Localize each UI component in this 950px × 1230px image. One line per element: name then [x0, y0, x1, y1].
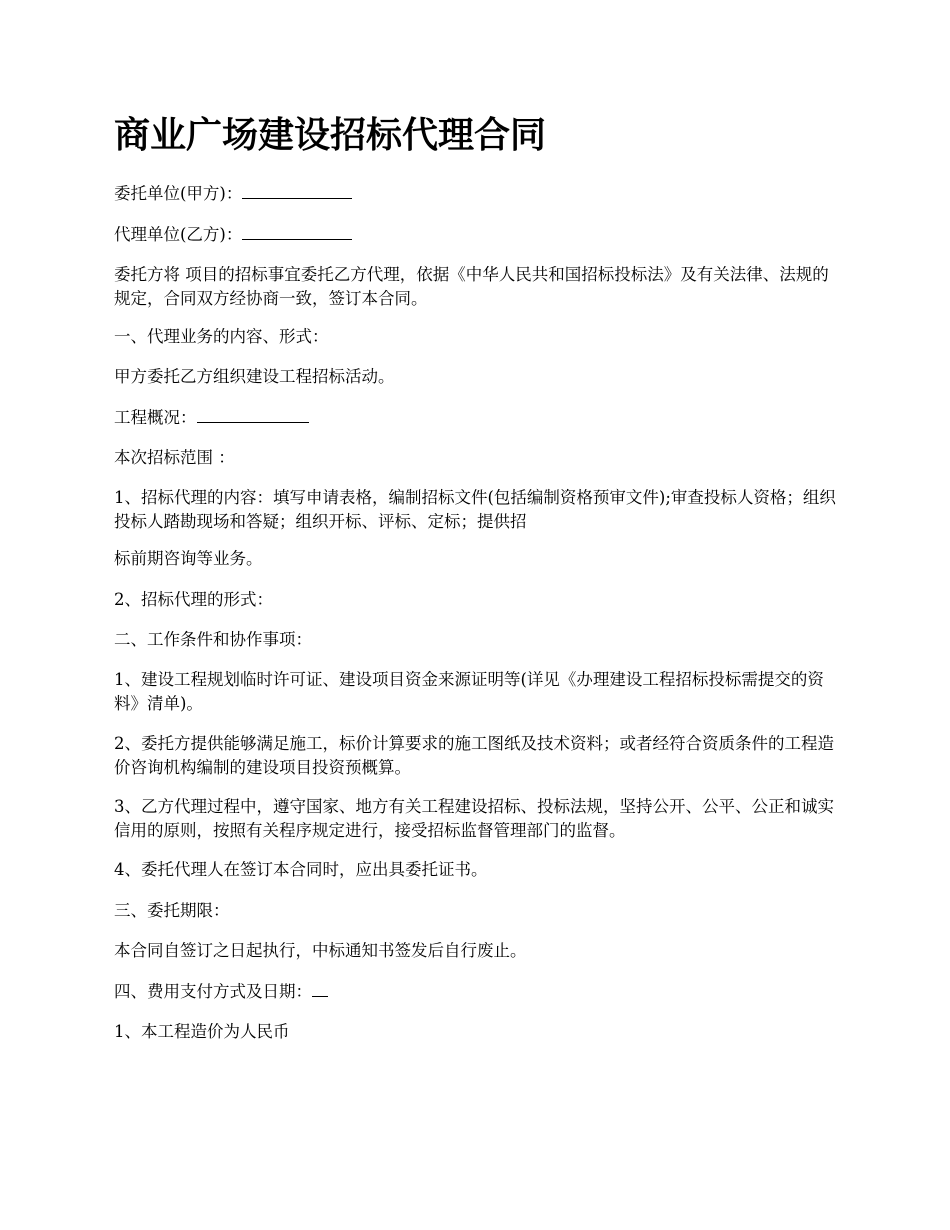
party-b-line: [114, 222, 842, 247]
section-heading-2: 二、工作条件和协作事项：: [114, 630, 312, 649]
project-overview-label: 工程概况：: [114, 408, 197, 427]
project-overview-blank: [197, 405, 309, 423]
paragraph: 标前期咨询等业务。: [114, 549, 263, 568]
paragraph: 2、委托方提供能够满足施工，标价计算要求的施工图纸及技术资料；或者经符合资质条件的工程造价咨询机构编制的建设项目投资预概算。: [114, 734, 834, 777]
section-heading-4: 四、费用支付方式及日期：: [114, 982, 312, 1001]
paragraph: 1、建设工程规划临时许可证、建设项目资金来源证明等(详见《办理建设工程招标投标需提交的资料》清单)。: [114, 670, 824, 713]
paragraph: 4、委托代理人在签订本合同时，应出具委托证书。: [114, 860, 488, 879]
project-overview-line: [114, 405, 842, 430]
party-a-blank: [242, 181, 352, 199]
party-b-blank: [242, 222, 352, 240]
party-a-label: 委托单位(甲方)：: [114, 184, 243, 203]
party-b-label: 代理单位(乙方)：: [114, 225, 243, 244]
section-heading-3: 三、委托期限：: [114, 901, 230, 920]
payment-blank: [312, 979, 328, 997]
intro-paragraph: 委托方将 项目的招标事宜委托乙方代理，依据《中华人民共和国招标投标法》及有关法律、法规的规定，合同双方经协商一致，签订本合同。: [114, 265, 829, 308]
paragraph: 本次招标范围 ：: [114, 448, 235, 467]
paragraph: 3、乙方代理过程中，遵守国家、地方有关工程建设招标、投标法规，坚持公开、公平、公正和诚实信用的原则，按照有关程序规定进行，接受招标监督管理部门的监督。: [114, 797, 834, 840]
document-title: 商业广场建设招标代理合同: [114, 115, 547, 156]
paragraph: 甲方委托乙方组织建设工程招标活动。: [114, 367, 395, 386]
paragraph: 本合同自签订之日起执行，中标通知书签发后自行废止。: [114, 941, 527, 960]
paragraph: 1、本工程造价为人民币: [114, 1022, 290, 1041]
party-a-line: [114, 181, 842, 206]
paragraph: 1、招标代理的内容：填写申请表格，编制招标文件(包括编制资格预审文件);审查投标人资格；组织投标人踏勘现场和答疑；组织开标、评标、定标；提供招: [114, 488, 836, 531]
paragraph: 2、招标代理的形式：: [114, 590, 273, 609]
section-heading-1: 一、代理业务的内容、形式：: [114, 327, 329, 346]
payment-heading-line: [114, 979, 842, 1004]
